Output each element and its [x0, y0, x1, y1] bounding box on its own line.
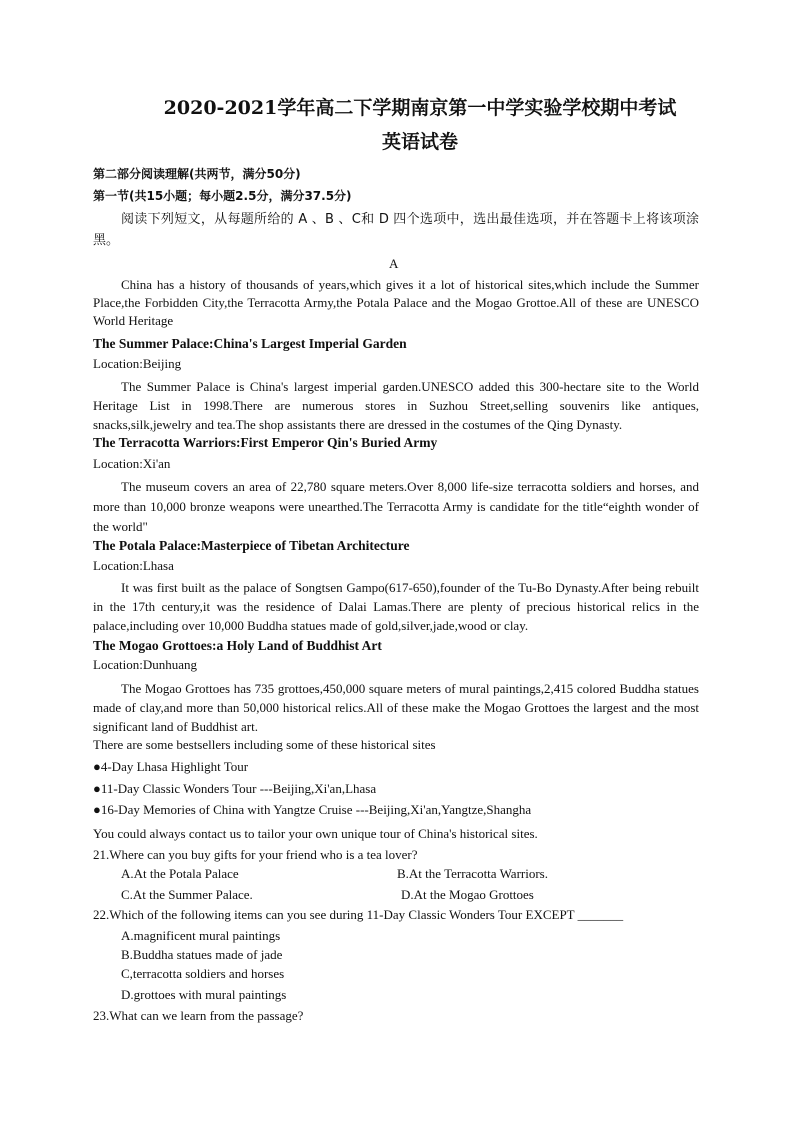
- site-heading: The Mogao Grottoes:a Holy Land of Buddhist Art: [93, 638, 382, 653]
- bestsellers-intro: There are some bestsellers including some of these historical sites: [93, 737, 436, 752]
- site-heading: The Potala Palace:Masterpiece of Tibetan Architecture: [93, 538, 410, 553]
- page-subtitle: 英语试卷: [381, 131, 458, 153]
- tour-item: ●11-Day Classic Wonders Tour ---Beijing,Xi'an,Lhasa: [93, 781, 377, 796]
- passage-intro: China has a history of thousands of years,which gives it a lot of historical sites,which include the Summer Place,the Forbidden City,the Terracotta Army,the Potala Palace and the Mogao Grottoe.All of these are UNESCO World Heritage: [93, 277, 699, 328]
- site-text: The Mogao Grottoes has 735 grottoes,450,000 square meters of mural paintings,2,415 colored Buddha statues made of clay,and more than 50,000 historical relics.All of these make the Mogao Grottoes the largest and the most significant land of Buddhist art.: [93, 681, 699, 734]
- question-stem: 22.Which of the following items can you see during 11-Day Classic Wonders Tour EXCEPT _______: [93, 907, 624, 922]
- tour-item: ●16-Day Memories of China with Yangtze Cruise ---Beijing,Xi'an,Yangtze,Shangha: [93, 802, 532, 817]
- answer-option: C.At the Summer Palace.: [121, 887, 253, 902]
- question-stem: 21.Where can you buy gifts for your friend who is a tea lover?: [93, 847, 418, 862]
- answer-option: A.At the Potala Palace: [121, 866, 239, 881]
- answer-option: C,terracotta soldiers and horses: [121, 966, 285, 981]
- site-location: Location:Beijing: [93, 356, 182, 371]
- answer-option: D.grottoes with mural paintings: [121, 987, 287, 1002]
- site-location: Location:Xi'an: [93, 456, 171, 471]
- answer-option: D.At the Mogao Grottoes: [401, 887, 534, 902]
- site-heading: The Summer Palace:China's Largest Imperial Garden: [93, 336, 407, 351]
- site-location: Location:Lhasa: [93, 558, 174, 573]
- tour-item: ●4-Day Lhasa Highlight Tour: [93, 759, 249, 774]
- site-location: Location:Dunhuang: [93, 657, 197, 672]
- site-text: It was first built as the palace of Songtsen Gampo(617-650),founder of the Tu-Bo Dynasty.After being rebuilt in the 17th century,it was the residence of Dalai Lamas.There are plenty of precious historical relics in the palace,including over 10,000 Buddha statues made of gold,silver,jade,wood or clay.: [93, 580, 699, 633]
- part-title: 第二部分阅读理解(共两节，满分50分): [93, 167, 301, 181]
- instruction-text: 阅读下列短文，从每题所给的 A 、B 、C和 D 四个选项中，选出最佳选项，并在答题卡上将该项涂黑。: [93, 212, 699, 248]
- passage-label: A: [389, 256, 399, 271]
- site-text: The museum covers an area of 22,780 square meters.Over 8,000 life-size terracotta soldiers and horses, and more than 10,000 bronze weapons were unearthed.The Terracotta Army is candidate for the title“eighth wonder of the world": [93, 479, 699, 534]
- answer-option: B.At the Terracotta Warriors.: [397, 866, 548, 881]
- question-stem: 23.What can we learn from the passage?: [93, 1008, 304, 1023]
- answer-option: B.Buddha statues made of jade: [121, 947, 283, 962]
- closing-text: You could always contact us to tailor your own unique tour of China's historical sites.: [93, 826, 538, 841]
- site-text: The Summer Palace is China's largest imperial garden.UNESCO added this 300-hectare site to the World Heritage List in 1998.There are numerous stores in Suzhou Street,selling souvenirs like antiques, snacks,silk,jewelry and tea.The shop assistants there are dressed in the costumes of the Qing Dynasty.: [93, 379, 699, 432]
- answer-option: A.magnificent mural paintings: [121, 928, 281, 943]
- page-title: 2020-2021学年高二下学期南京第一中学实验学校期中考试: [163, 97, 677, 119]
- site-heading: The Terracotta Warriors:First Emperor Qin's Buried Army: [93, 435, 438, 450]
- section-title: 第一节(共15小题；每小题2.5分，满分37.5分): [93, 189, 352, 203]
